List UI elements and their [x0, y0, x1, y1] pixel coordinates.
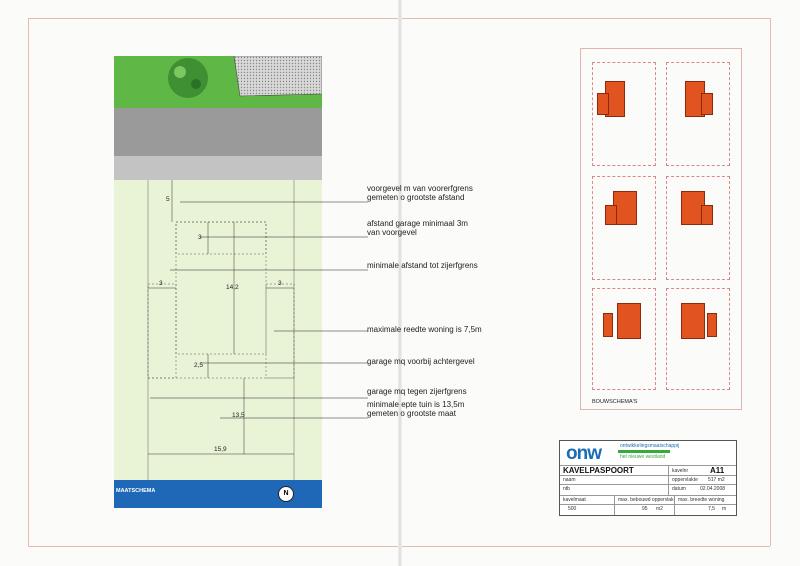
title-block: [559, 440, 737, 516]
tb-vline-3: [674, 495, 675, 515]
frame-right: [770, 18, 771, 546]
dim-garage-offset: 3: [198, 234, 202, 241]
kavelnr-value: A11: [710, 466, 725, 475]
annotation-garage-distance-line2: van voorgevel: [367, 228, 417, 237]
annotation-garage-distance: [367, 219, 468, 237]
annotation-max-width: [367, 325, 482, 334]
logo-stripe: [618, 450, 670, 453]
tb-vline-2: [614, 495, 615, 515]
schema-6: [666, 288, 730, 390]
datum-value: 02.04.2008: [700, 486, 726, 492]
bouwschemas-label: BOUWSCHEMA'S: [592, 399, 638, 405]
col2-value: 95: [642, 506, 648, 512]
dim-garden: 13,5: [232, 412, 245, 419]
annotation-front-line1: voorgevel m van voorerfgrens: [367, 184, 473, 193]
annotation-garden-depth-line1: minimale epte tuin is 13,5m: [367, 400, 465, 409]
logo-sub2: het nieuwe westland: [620, 454, 666, 460]
opp-value: 517 m2: [708, 477, 725, 483]
col2-unit: m2: [656, 506, 663, 512]
dim-side-left: 3: [159, 280, 163, 287]
page-fold: [398, 0, 402, 566]
annotation-side-distance: [367, 261, 478, 270]
tree-icon: [168, 58, 208, 98]
paved-area: [234, 56, 322, 96]
doc-title: KAVELPASPOORT: [563, 466, 634, 475]
onw-logo: [566, 443, 626, 465]
schema-2: [666, 62, 730, 166]
schema-5: [592, 288, 656, 390]
dim-garage-extension: 2,5: [194, 362, 204, 369]
col1-label: kavelmaat: [563, 497, 586, 503]
tb-vline-1: [668, 465, 669, 495]
sidewalk: [114, 156, 322, 180]
schema-4: [666, 176, 730, 280]
schema-1: [592, 62, 656, 166]
col2-label: max. bebouwd oppervlak: [618, 497, 674, 503]
dim-width: 15,9: [214, 446, 227, 453]
annotation-garage-rear: [367, 357, 475, 366]
logo-text: onw: [566, 443, 601, 464]
opp-label: oppervlakte: [672, 477, 698, 483]
col3-value: 7,5: [708, 506, 715, 512]
road: [114, 108, 322, 156]
annotation-front-line2: gemeten o grootste afstand: [367, 193, 465, 202]
annotation-front: [367, 184, 473, 202]
logo-sub1: ontwikkelingsmaatschappij: [620, 443, 680, 449]
annotation-garage-side-line1: garage mq tegen zijerfgrens: [367, 387, 467, 396]
schema-3: [592, 176, 656, 280]
dim-side-right: 3: [278, 280, 282, 287]
datum-label: datum: [672, 486, 686, 492]
annotation-garden-depth: [367, 400, 464, 418]
col3-label: max. breedte woning: [678, 497, 725, 503]
naam-label: naam: [563, 477, 576, 483]
annotation-garage-side: [367, 387, 467, 396]
dim-depth: 14,2: [226, 284, 239, 291]
maatschema-label: MAATSCHEMA: [116, 488, 156, 494]
annotation-side-distance-line1: minimale afstand tot zijerfgrens: [367, 261, 478, 270]
annotation-garage-distance-line1: afstand garage minimaal 3m: [367, 219, 468, 228]
annotation-max-width-line1: maximale reedte woning is 7,5m: [367, 325, 482, 334]
annotation-garden-depth-line2: gemeten o grootste maat: [367, 409, 456, 418]
north-label: N: [283, 490, 289, 497]
frame-left: [28, 18, 29, 546]
col1-value: 500: [568, 506, 577, 512]
dim-front: 5: [166, 196, 170, 203]
leader-lines: [140, 190, 370, 430]
col3-unit: m: [722, 506, 727, 512]
kavelnr-label: kavelnr: [672, 468, 689, 474]
ntb-label: ntb: [563, 486, 570, 492]
annotation-garage-rear-line1: garage mq voorbij achtergevel: [367, 357, 475, 366]
north-arrow-icon: [278, 486, 294, 502]
